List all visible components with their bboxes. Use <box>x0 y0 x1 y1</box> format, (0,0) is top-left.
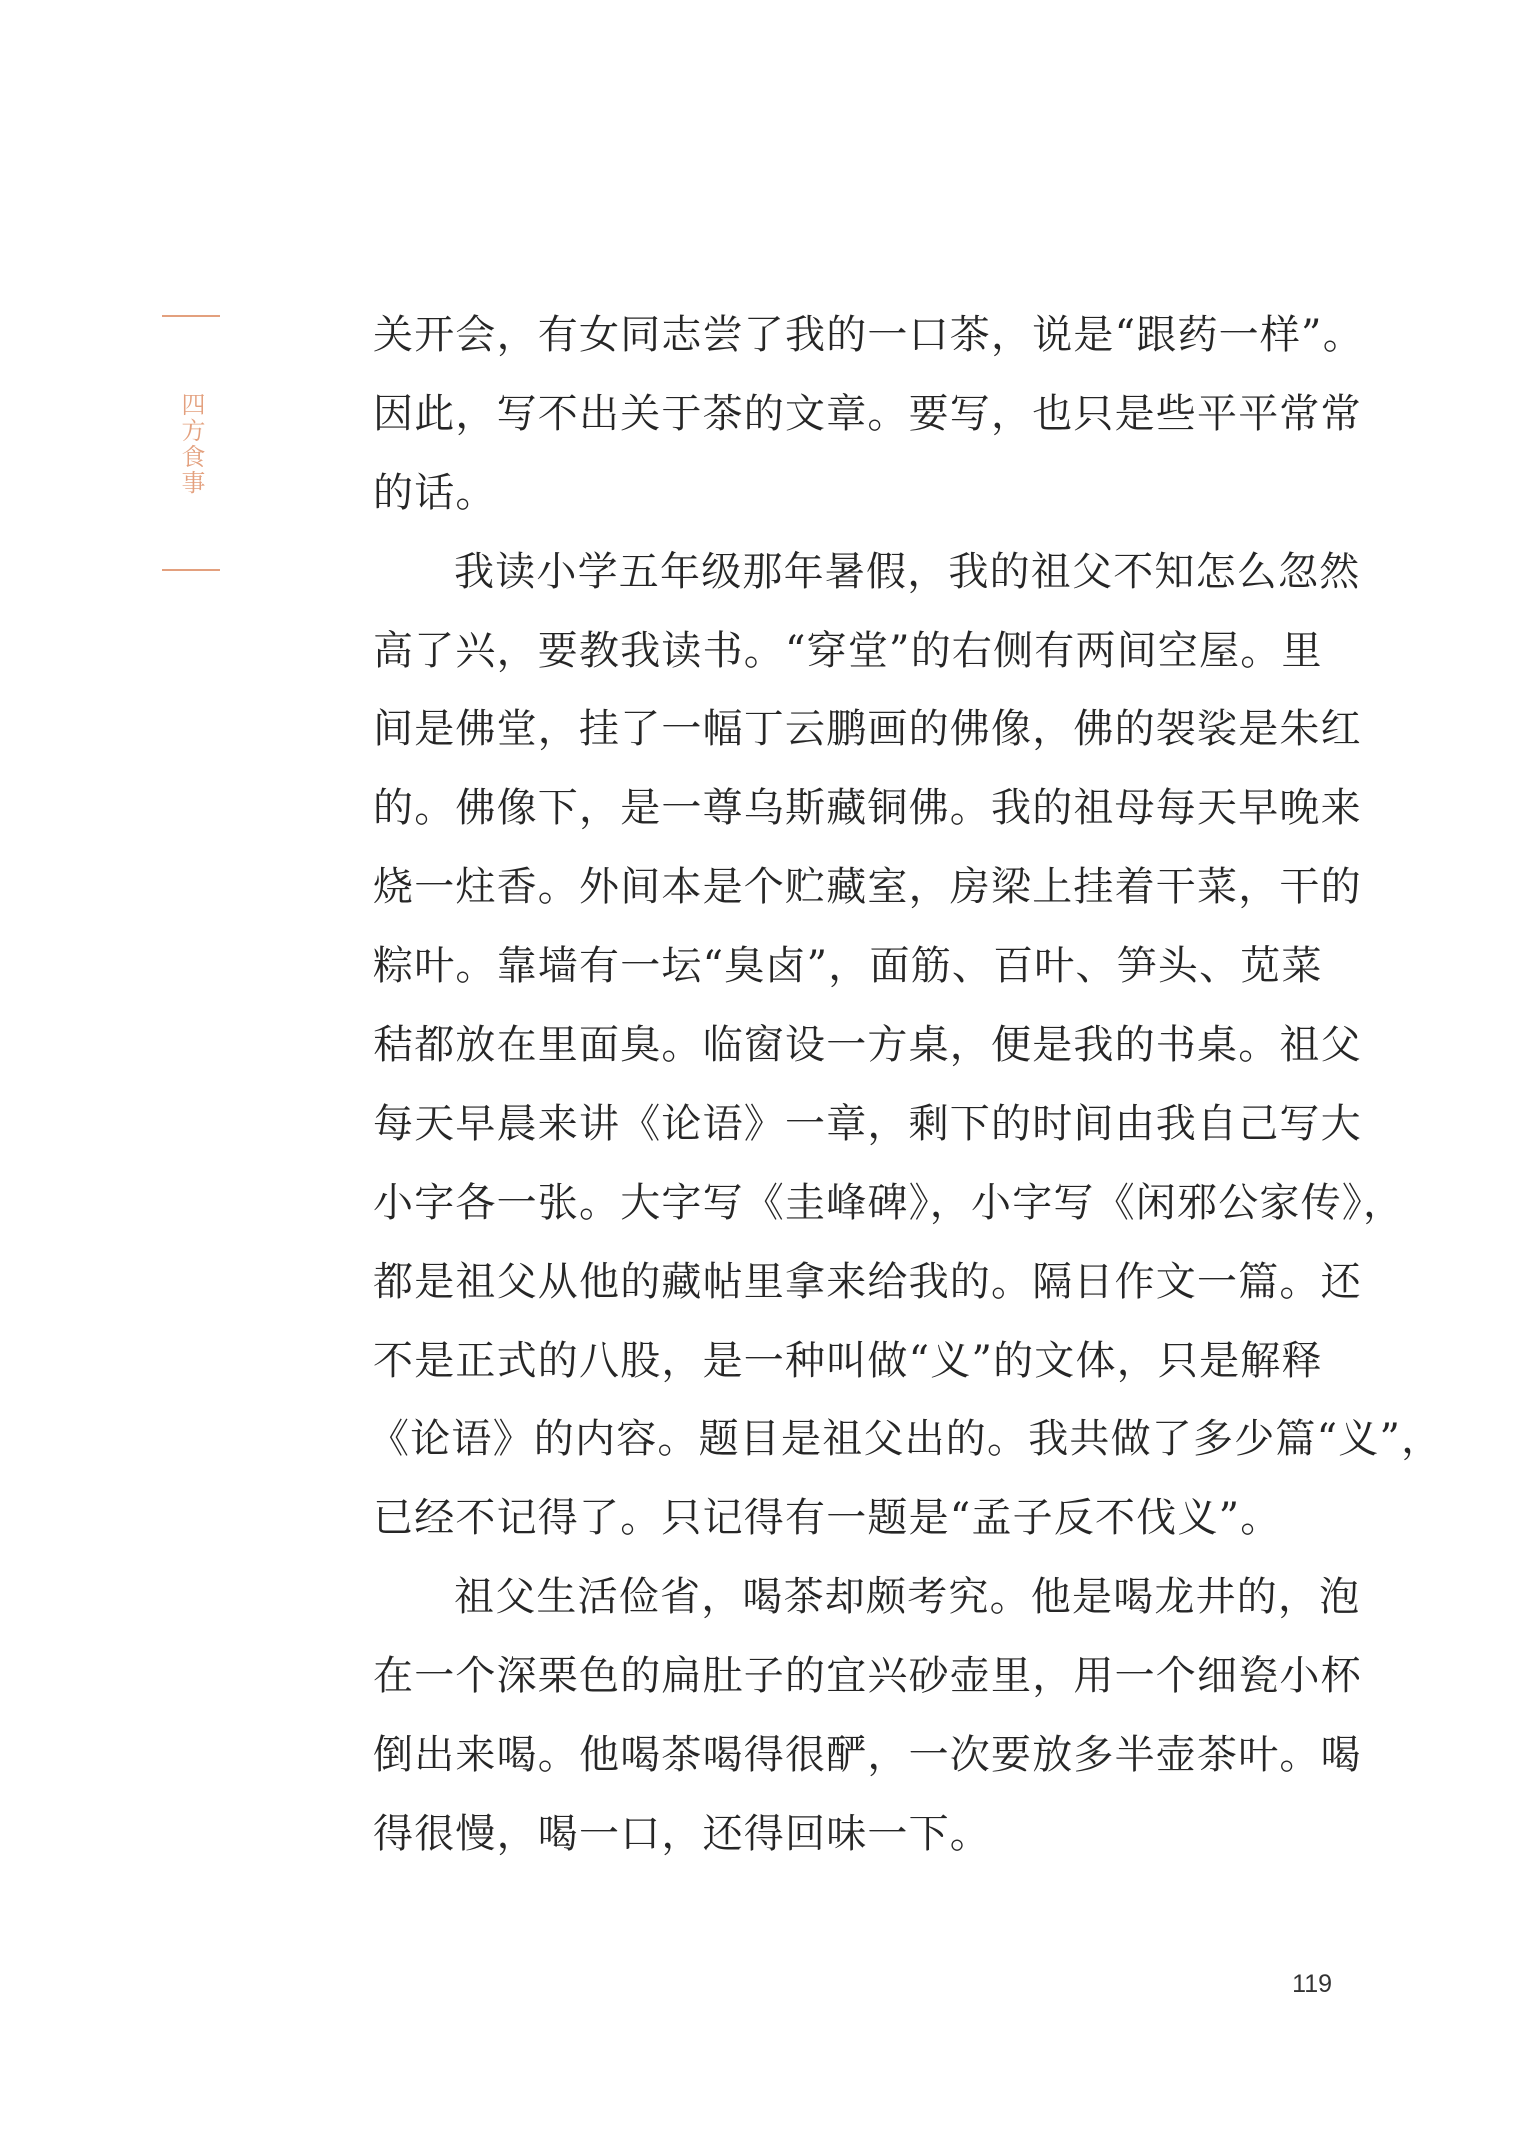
chapter-side-title: 四方食事 <box>177 392 205 496</box>
text-line: 小字各一张。大字写《圭峰碑》，小字写《闲邪公家传》， <box>373 1179 1405 1226</box>
text-line: 得很慢，喝一口，还得回味一下。 <box>373 1810 991 1857</box>
paragraph-first-line: 祖父生活俭省，喝茶却颇考究。他是喝龙井的，泡 <box>454 1574 1361 1621</box>
page-number: 119 <box>1292 1970 1332 1998</box>
text-line: 在一个深栗色的扁肚子的宜兴砂壶里，用一个细瓷小杯 <box>373 1653 1362 1700</box>
text-line: 秸都放在里面臭。临窗设一方桌，便是我的书桌。祖父 <box>373 1022 1362 1069</box>
text-line: 已经不记得了。只记得有一题是“孟子反不伐义”。 <box>373 1495 1282 1542</box>
text-line: 高了兴，要教我读书。“穿堂”的右侧有两间空屋。里 <box>373 627 1323 674</box>
side-rule-bottom <box>162 569 220 571</box>
text-line: 关开会，有女同志尝了我的一口茶，说是“跟药一样”。 <box>373 312 1364 358</box>
text-line: 倒出来喝。他喝茶喝得很酽，一次要放多半壶茶叶。喝 <box>373 1732 1362 1779</box>
text-line: 粽叶。靠墙有一坛“臭卤”，面筋、百叶、笋头、苋菜 <box>373 943 1323 990</box>
text-line: 烧一炷香。外间本是个贮藏室，房梁上挂着干菜，干的 <box>373 864 1362 911</box>
text-line: 的话。 <box>373 469 497 516</box>
paragraph-first-line: 我读小学五年级那年暑假，我的祖父不知怎么忽然 <box>454 548 1361 595</box>
text-line: 因此，写不出关于茶的文章。要写，也只是些平平常常 <box>373 390 1362 437</box>
text-line: 间是佛堂，挂了一幅丁云鹏画的佛像，佛的袈裟是朱红 <box>373 706 1362 753</box>
text-line: 不是正式的八股，是一种叫做“义”的文体，只是解释 <box>373 1337 1323 1384</box>
text-line: 《论语》的内容。题目是祖父出的。我共做了多少篇“义”， <box>369 1416 1443 1463</box>
text-line: 的。佛像下，是一尊乌斯藏铜佛。我的祖母每天早晚来 <box>373 785 1362 832</box>
body-text <box>369 306 1443 1884</box>
side-rule-top <box>162 315 220 317</box>
text-line: 每天早晨来讲《论语》一章，剩下的时间由我自己写大 <box>373 1100 1362 1147</box>
text-line: 都是祖父从他的藏帖里拿来给我的。隔日作文一篇。还 <box>373 1258 1362 1305</box>
